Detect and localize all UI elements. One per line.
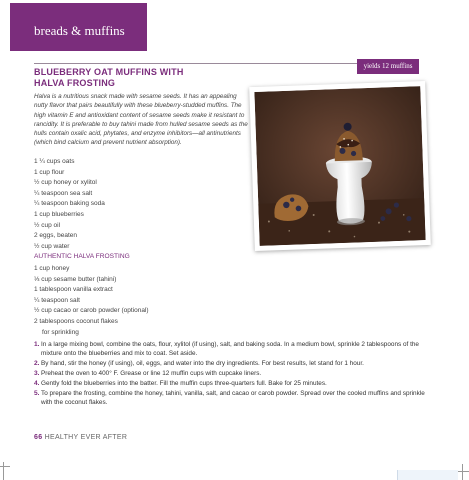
ingredient-item: ½ cup water [34, 242, 70, 250]
recipe-title-line-1: BLUEBERRY OAT MUFFINS WITH [34, 67, 184, 77]
step-text: By hand, stir the honey (if using), oil, eggs, and water into the dry ingredients. For best results, let stand for 1 hour. [41, 360, 364, 368]
method-step [34, 389, 434, 408]
page-number: 66 [34, 434, 43, 441]
crop-mark [462, 464, 463, 480]
frosting-ingredient-list [34, 264, 149, 338]
frosting-ingredient-item: ¼ teaspoon salt [34, 296, 80, 304]
muffin-photo [249, 81, 431, 251]
ingredient-item: 1 ¼ cups oats [34, 158, 75, 165]
ingredient-item: ¼ teaspoon baking soda [34, 200, 105, 208]
method-steps [34, 340, 434, 408]
step-text: Preheat the oven to 400° F. Grease or line 12 muffin cups with cupcake liners. [41, 370, 262, 378]
section-tab [10, 3, 147, 51]
book-title: HEALTHY EVER AFTER [44, 434, 128, 441]
ingredient-item: ½ cup honey or xylitol [34, 179, 97, 187]
ingredient-item: 1 cup blueberries [34, 210, 84, 218]
step-text: Gently fold the blueberries into the batter. Fill the muffin cups three-quarters full. Bake for 25 minutes. [41, 380, 327, 388]
frosting-ingredient-item: 1 cup honey [34, 265, 70, 272]
crop-mark [3, 462, 4, 480]
ingredient-item: ¼ teaspoon sea salt [34, 189, 93, 197]
step-number: 5. [34, 390, 40, 398]
step-number: 1. [34, 341, 40, 348]
frosting-ingredient-item: ½ cup cacao or carob powder (optional) [34, 307, 149, 315]
ingredient-item: ½ cup oil [34, 221, 61, 229]
title-rule [34, 63, 360, 64]
section-tab-label: breads & muffins [34, 23, 125, 38]
muffin-photo-image [254, 86, 425, 246]
frosting-ingredient-item: for sprinkling [42, 328, 79, 336]
ingredient-item: 2 eggs, beaten [34, 232, 78, 240]
yields-badge: yields 12 muffins [357, 59, 419, 74]
ingredient-item: 1 cup flour [34, 168, 65, 176]
corner-box [397, 470, 458, 480]
step-text: In a large mixing bowl, combine the oats, flour, xylitol (if using), salt, and baking soda. In a medium bowl, sprinkle 2 tablespoons of the mixture onto the blueberries and mix to coat. Set aside. [41, 341, 419, 358]
step-number: 3. [34, 370, 40, 378]
ingredient-list [34, 157, 105, 252]
frosting-ingredient-item: ⅓ cup sesame butter (tahini) [34, 275, 117, 283]
method-step [34, 359, 434, 368]
frosting-heading: AUTHENTIC HALVA FROSTING [34, 253, 130, 260]
frosting-ingredient-item: 1 tablespoon vanilla extract [34, 286, 113, 294]
step-number: 2. [34, 360, 40, 368]
method-step [34, 379, 434, 388]
recipe-title [34, 67, 244, 89]
method-step [34, 369, 434, 378]
crop-mark [0, 466, 10, 467]
step-number: 4. [34, 380, 40, 388]
frosting-ingredient-item: 2 tablespoons coconut flakes [34, 317, 118, 325]
recipe-title-line-2: HALVA FROSTING [34, 78, 116, 88]
recipe-intro: Halva is a nutritious snack made with sesame seeds. It has an appealing nutty flavor that pairs beautifully with these blueberry-studded muffins. The high vitamin E and antioxidant content of sesame seeds make it resistant to rancidity. It is preferable to buy tahini made from hulled sesame seeds as the hulls contain oxalic acid, phytates, and enzyme inhibitors—all antinutrients (which bind calcium and prevent nutrient absorption). [34, 93, 248, 147]
page-footer [34, 434, 127, 441]
step-text: To prepare the frosting, combine the honey, tahini, vanilla, salt, and cacao or carob powder. Spread over the cooled muffins and sprinkle with the coconut flakes. [41, 390, 425, 407]
method-step [34, 340, 434, 359]
